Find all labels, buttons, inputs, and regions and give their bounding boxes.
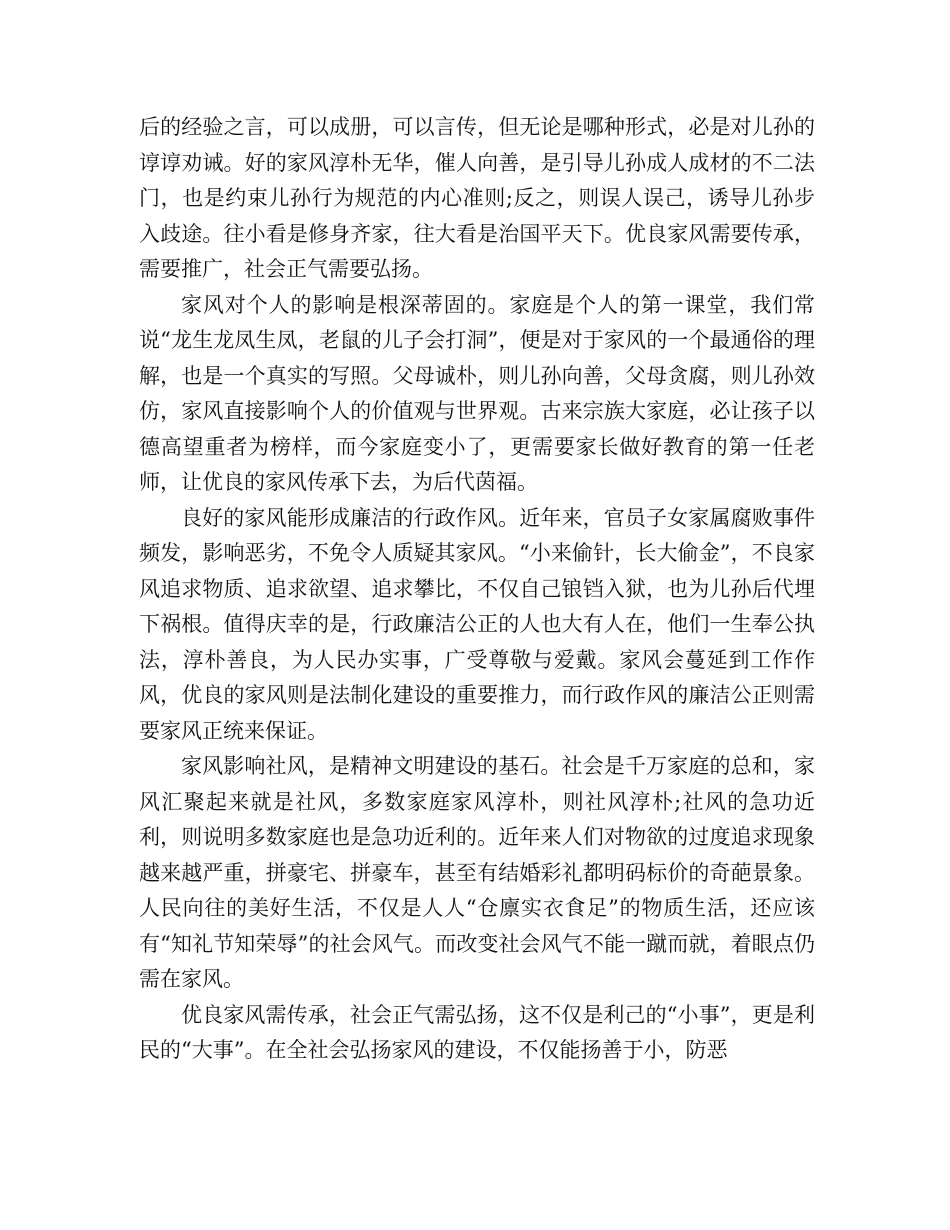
paragraph-family-and-individual: 家风对个人的影响是根深蒂固的。家庭是个人的第一课堂，我们常说“龙生龙凤生凤，老鼠的儿子会打洞”，便是对于家风的一个最通俗的理解，也是一个真实的写照。父母诚朴，则儿孙向善，父母贪腐，则儿孙效仿，家风直接影响个人的价值观与世界观。古来宗族大家庭，必让孩子以德高望重者为榜样，而今家庭变小了，更需要家长做好教育的第一任老师，让优良的家风传承下去，为后代茵福。 <box>139 292 815 494</box>
paragraph-family-and-society: 家风影响社风，是精神文明建设的基石。社会是千万家庭的总和，家风汇聚起来就是社风，多数家庭家风淳朴，则社风淳朴;社风的急功近利，则说明多数家庭也是急功近利的。近年来人们对物欲的过度追求现象越来越严重，拼豪宅、拼豪车，甚至有结婚彩礼都明码标价的奇葩景象。人民向往的美好生活，不仅是人人“仓廪实衣食足”的物质生活，还应该有“知礼节知荣辱”的社会风气。而改变社会风气不能一蹴而就，着眼点仍需在家风。 <box>139 754 815 991</box>
paragraph-continued: 后的经验之言，可以成册，可以言传，但无论是哪种形式，必是对儿孙的谆谆劝诫。好的家风淳朴无华，催人向善，是引导儿孙成人成材的不二法门，也是约束儿孙行为规范的内心准则;反之，则误人误己，诱导儿孙步入歧途。往小看是修身齐家，往大看是治国平天下。优良家风需要传承，需要推广，社会正气需要弘扬。 <box>139 115 815 281</box>
document-body <box>139 110 815 1069</box>
paragraph-conclusion: 优良家风需传承，社会正气需弘扬，这不仅是利己的“小事”，更是利民的“大事”。在全社会弘扬家风的建设，不仅能扬善于小，防恶 <box>139 1002 815 1062</box>
paragraph-family-and-administration: 良好的家风能形成廉洁的行政作风。近年来，官员子女家属腐败事件频发，影响恶劣，不免令人质疑其家风。“小来偷针，长大偷金”，不良家风追求物质、追求欲望、追求攀比，不仅自己锒铛入狱，也为儿孙后代埋下祸根。值得庆幸的是，行政廉洁公正的人也大有人在，他们一生奉公执法，淳朴善良，为人民办实事，广受尊敬与爱戴。家风会蔓延到工作作风，优良的家风则是法制化建设的重要推力，而行政作风的廉洁公正则需要家风正统来保证。 <box>139 505 815 743</box>
